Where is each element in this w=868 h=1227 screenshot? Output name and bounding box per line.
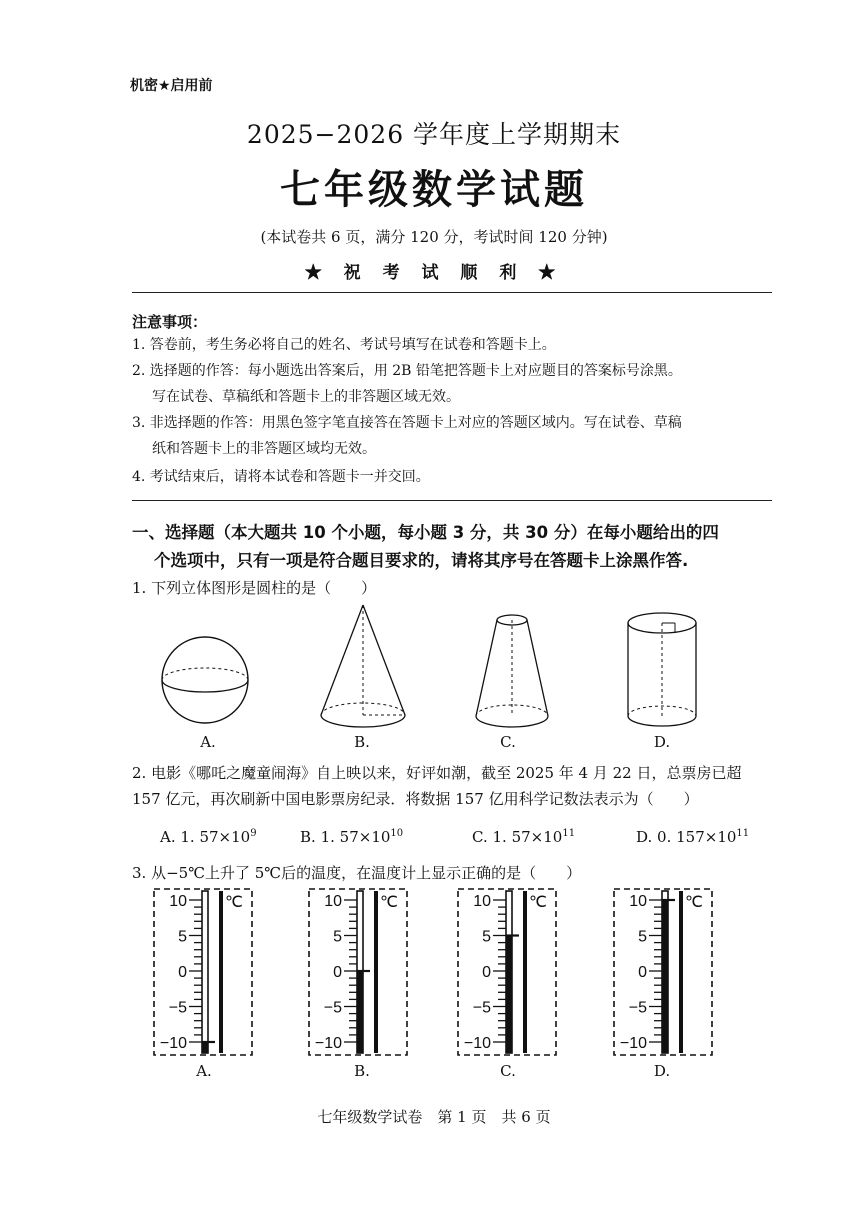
notes-title: 注意事项：: [132, 313, 208, 331]
cone-figure: [318, 603, 408, 733]
note-item: 3. 非选择题的作答：用黑色签字笔直接答在答题卡上对应的答题区域内。写在试卷、草稿: [132, 415, 682, 431]
unit-label: ℃: [380, 894, 398, 911]
q2-option-c: [472, 828, 575, 846]
q2-option-exp: 11: [562, 828, 576, 839]
q2-option-label: D.: [636, 828, 653, 846]
q2-option-base: 1. 57×10: [492, 828, 563, 846]
mercury-column: [662, 900, 668, 1053]
section-heading-line1: 一、选择题（本大题共 10 个小题，每小题 3 分，共 30 分）在每小题给出的四: [132, 523, 719, 542]
scale-label: 0: [638, 964, 647, 981]
q2-option-label: A.: [160, 828, 176, 846]
q3-option-label: C.: [500, 1062, 516, 1080]
confidential-mark: 机密★启用前: [130, 78, 213, 94]
q2-option-label: B.: [300, 828, 316, 846]
scale-label: −5: [323, 999, 342, 1017]
mercury-column: [357, 971, 363, 1053]
scale-label: 5: [638, 928, 647, 946]
question-1-stem: 1. 下列立体图形是圆柱的是（ ）: [132, 579, 377, 597]
divider-top: [132, 292, 772, 293]
scale-label: 10: [324, 893, 342, 910]
scale-label: −10: [619, 1035, 647, 1052]
scale-label: 0: [178, 964, 187, 981]
scale-label: −5: [472, 999, 491, 1017]
section-heading-line2: 个选项中，只有一项是符合题目要求的，请将其序号在答题卡上涂黑作答.: [154, 551, 689, 570]
q1-option-label: D.: [653, 733, 671, 751]
scale-label: 10: [169, 893, 187, 910]
scale-label: 10: [473, 893, 491, 910]
note-item: 4. 考试结束后，请将本试卷和答题卡一并交回。: [132, 469, 430, 485]
q2-option-base: 1. 57×10: [180, 828, 251, 846]
mercury-column: [202, 1042, 208, 1053]
unit-label: ℃: [685, 894, 703, 911]
section-heading: [132, 519, 792, 575]
frustum-figure: [472, 610, 552, 732]
cylinder-figure: [625, 610, 700, 732]
q3-option-label: B.: [354, 1062, 370, 1080]
sphere-figure: [160, 630, 250, 730]
good-luck-banner: ★ 祝 考 试 顺 利 ★: [304, 263, 564, 283]
scale-label: 5: [333, 928, 342, 946]
scale-label: −5: [628, 999, 647, 1017]
scale-label: 5: [178, 928, 187, 946]
q1-option-label: B.: [354, 733, 370, 751]
scale-label: −10: [463, 1035, 491, 1052]
q3-option-label: D.: [653, 1062, 671, 1080]
note-item: 2. 选择题的作答：每小题选出答案后，用 2B 铅笔把答题卡上对应题目的答案标号涂黑。: [132, 363, 682, 379]
q2-option-exp: 9: [250, 828, 257, 839]
scale-label: 10: [629, 893, 647, 910]
mercury-column: [506, 936, 512, 1054]
q1-option-label: A.: [200, 733, 216, 751]
unit-label: ℃: [529, 894, 547, 911]
note-item: 写在试卷、草稿纸和答题卡上的非答题区域无效。: [152, 389, 460, 405]
exam-info: (本试卷共 6 页，满分 120 分，考试时间 120 分钟): [260, 228, 608, 246]
note-item: 1. 答卷前，考生务必将自己的姓名、考试号填写在试卷和答题卡上。: [132, 337, 556, 353]
page-title: 七年级数学试题: [280, 167, 588, 213]
q2-option-base: 1. 57×10: [320, 828, 391, 846]
thermometer: [613, 888, 713, 1056]
note-item: 纸和答题卡上的非答题区域均无效。: [152, 441, 376, 457]
page-footer: 七年级数学试卷 第 1 页 共 6 页: [317, 1108, 551, 1126]
q2-option-b: [300, 828, 403, 846]
q2-option-base: 0. 157×10: [657, 828, 737, 846]
scale-label: −5: [168, 999, 187, 1017]
exam-term: 2025−2026 学年度上学期期末: [246, 120, 622, 149]
thermometer: [308, 888, 408, 1056]
thermometer: [457, 888, 557, 1056]
scale-label: −10: [314, 1035, 342, 1052]
q2-option-a: [160, 828, 257, 846]
q2-option-label: C.: [472, 828, 488, 846]
q2-option-exp: 10: [390, 828, 404, 839]
divider-bottom: [132, 500, 772, 501]
q1-option-label: C.: [500, 733, 516, 751]
q2-option-d: [636, 828, 749, 846]
scale-label: 5: [482, 928, 491, 946]
thermometer: [153, 888, 253, 1056]
question-2-stem-line1: 2. 电影《哪吒之魔童闹海》自上映以来，好评如潮，截至 2025 年 4 月 22 日，总票房已超: [132, 764, 742, 782]
scale-label: 0: [482, 964, 491, 981]
scale-label: 0: [333, 964, 342, 981]
unit-label: ℃: [225, 894, 243, 911]
thermometer-tube: [202, 891, 208, 1053]
q2-option-exp: 11: [736, 828, 750, 839]
scale-label: −10: [159, 1035, 187, 1052]
question-2-stem-line2: 157 亿元，再次刷新中国电影票房纪录．将数据 157 亿用科学记数法表示为（ ）: [132, 790, 699, 808]
question-3-stem: 3. 从−5℃上升了 5℃后的温度，在温度计上显示正确的是（ ）: [132, 864, 582, 882]
q3-option-label: A.: [196, 1062, 212, 1080]
